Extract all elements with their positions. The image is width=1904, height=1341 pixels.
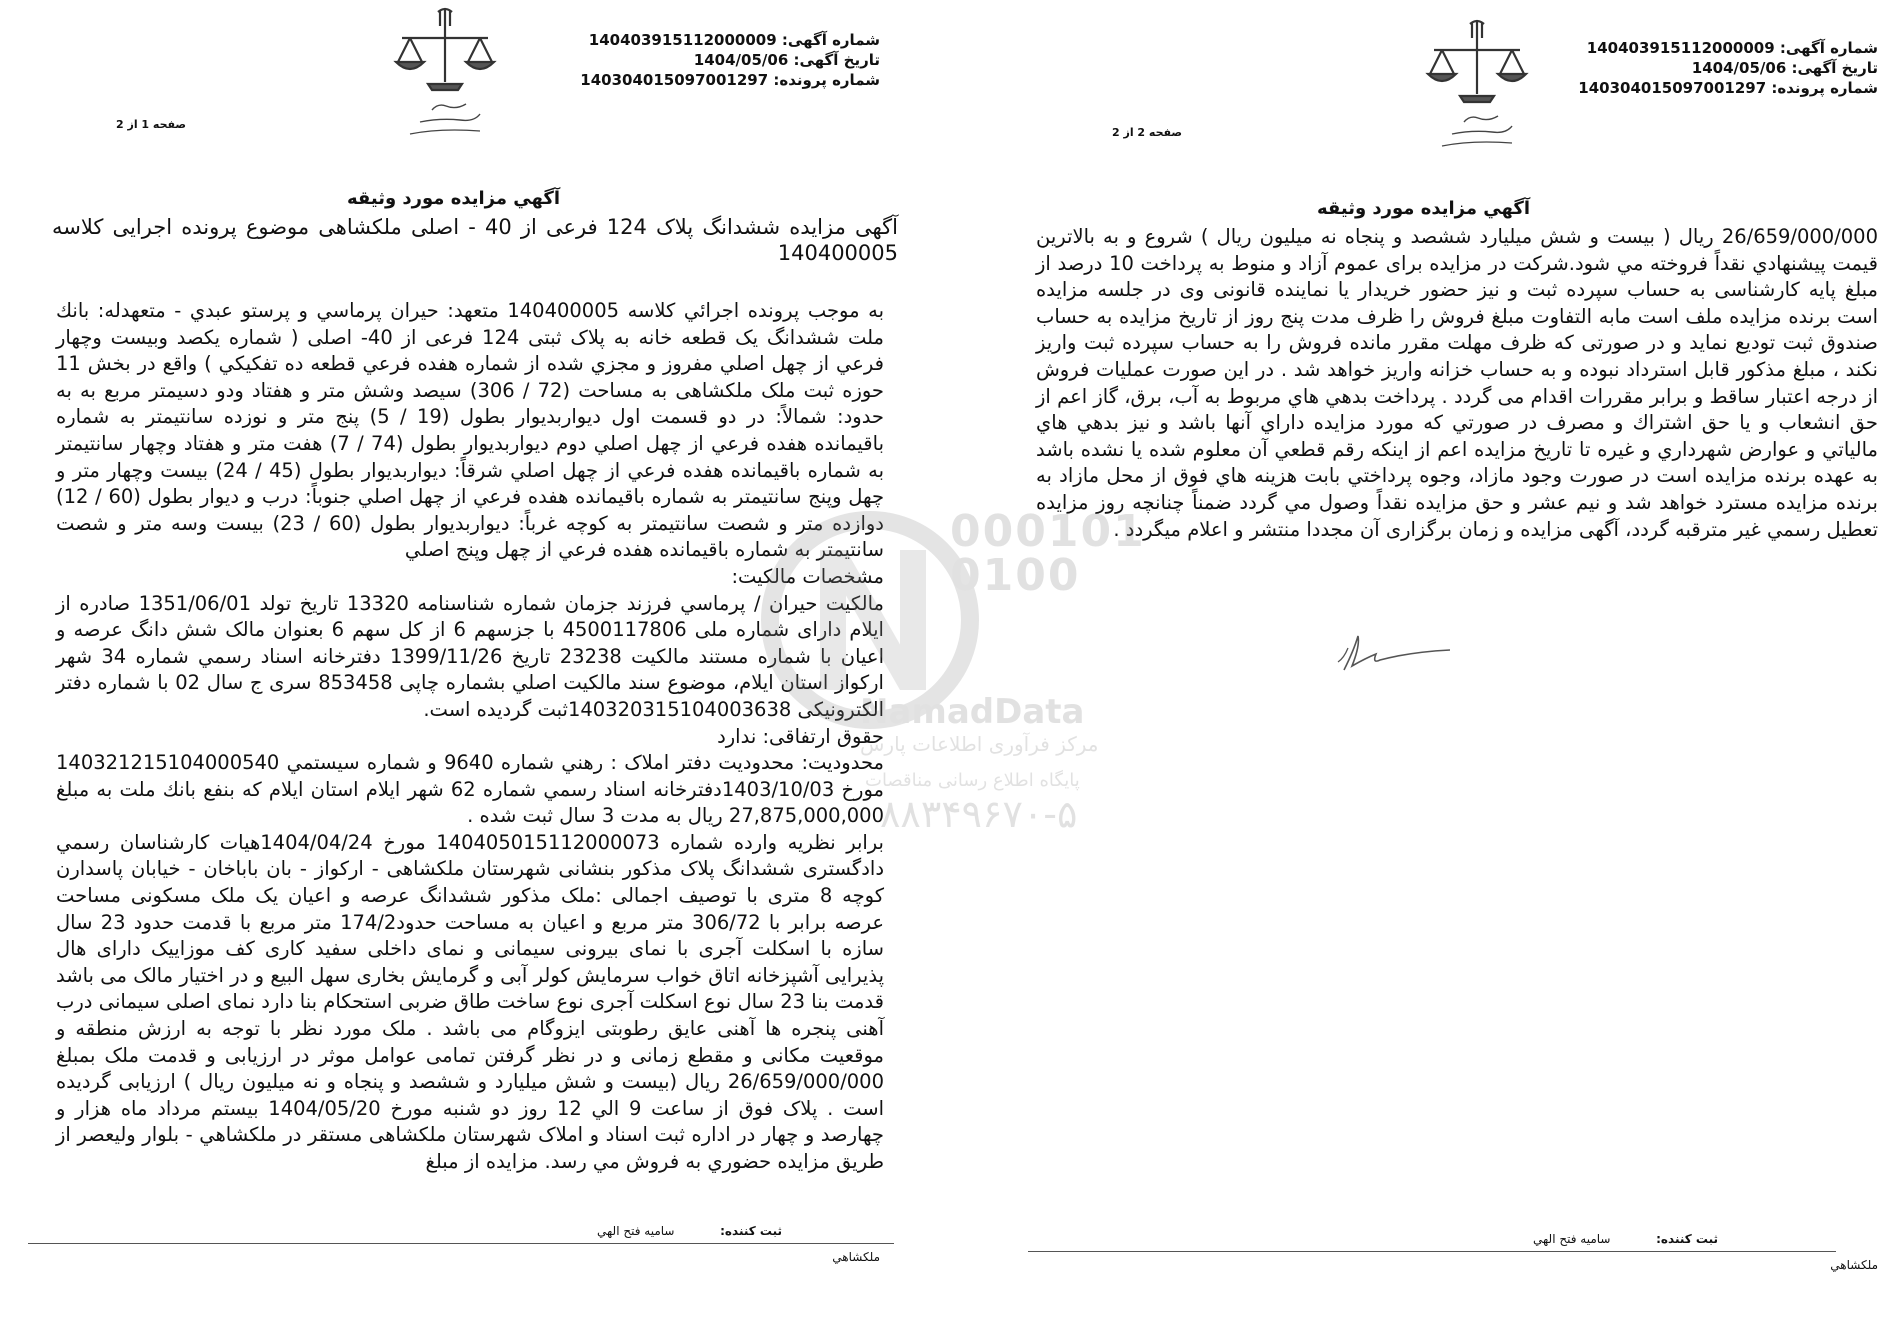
- case-number-label: شماره پرونده:: [773, 71, 880, 89]
- paragraph-intro: به موجب پرونده اجرائي كلاسه 140400005 متعهد: حيران پرماسي و پرستو عبدي - متعهدله: بانك ملت ششدانگ یک قطعه خانه به پلاک ثبتی 124 فرعی از 40- اصلی ( شماره يكصد وبيست وچهار فرعي از چهل اصلي مفروز و مجزي شده از شماره هفده فرعي قطعه ده تفكيكي ) واقع در بخش 11 حوزه ثبت ملک ملکشاهی به مساحت (72 / 306) سيصد وشش متر و هفتاد ودو دسيمتر مربع به به حدود: شمالاً: در دو قسمت اول ديواربديوار بطول (19 / 5) پنج متر و نوزده سانتيمتر به شماره باقيمانده هفده فرعي از چهل اصلي دوم ديواربديوار بطول (74 / 7) هفت متر و هفتاد وچهار سانتيمتر به شماره باقيمانده هفده فرعي از چهل اصلي شرقاً: ديواربديوار بطول (45 / 24) بيست وچهار متر و چهل وپنج سانتيمتر به شماره باقيمانده هفده فرعي از چهل اصلي جنوباً: درب و ديوار بطول (60 / 12) دوازده متر و شصت سانتيمتر به كوچه غرباً: ديواربديوار بطول (60 / 23) بيست وسه متر و شصت سانتيمتر به شماره باقيمانده هفده فرعي از چهل وپنج اصلي: [56, 299, 885, 562]
- registrar-name: سامیه فتح الهي: [1533, 1232, 1611, 1246]
- registrar: [597, 1224, 782, 1238]
- registrar-label: ثبت کننده:: [720, 1224, 782, 1238]
- case-number-label: شماره پرونده:: [1771, 79, 1878, 97]
- paragraph-terms: 26/659/000/000 ریال ( بیست و شش میلیارد ششصد و پنجاه نه میلیون ریال ) شروع و به بالاترين قيمت پيشنهادي نقداً فروخته مي شود.شرکت در مزایده برای عموم آزاد و منوط به پرداخت 10 درصد از مبلغ پایه کارشناسی به حساب سپرده ثبت و نیز حضور خریدار یا نماینده قانونی وی در جلسه مزایده است برنده مزایده ملف است مابه التفاوت مبلغ فروش را ظرف مدت پنج روز از تاریخ مزایده به حساب صندوق ثبت تودیع نماید و در صورتی که ظرف مهلت مقرر مانده فروش را به حساب سپرده ثبت واریز نکند ، مبلغ مذکور قابل استرداد نبوده و به حساب خزانه واریز خواهد شد . در این صورت عملیات فروش از درجه اعتبار ساقط و برابر مقررات اقدام می گردد . پرداخت بدهي هاي مربوط به آب، برق، گاز اعم از حق انشعاب و يا حق اشتراك و مصرف در صورتي كه مورد مزايده داراي آنها باشد و نيز بدهي هاي مالياتي و عوارض شهرداري و غيره تا تاريخ مزايده اعم از اينكه رقم قطعي آن معلوم شده يا نشده باشد به عهده برنده مزايده است در صورت وجود مازاد، وجوه پرداختي بابت هزينه هاي فوق از محل مازاد به برنده مزايده مسترد خواهد شد و نيم عشر و حق مزايده نقداً وصول مي گردد ضمناً چنانچه روز مزايده تعطيل رسمي غير مترقبه گردد، آگهی مزایده و زمان برگزاری آن مجددا منتشر و اعلام ميگردد .: [1036, 225, 1878, 541]
- header-meta: [1578, 38, 1878, 98]
- notice-body: [56, 298, 884, 1176]
- ad-date: 1404/05/06: [1691, 59, 1787, 77]
- page-indicator: صفحه 1 از 2: [116, 118, 187, 131]
- paragraph-easement: حقوق ارتفاقی: ندارد: [717, 724, 884, 748]
- ad-date-label: تاریخ آگهی:: [793, 51, 880, 69]
- paragraph-ownership: مالكيت حيران / پرماسي فرزند جزمان شماره شناسنامه 13320 تاریخ تولد 1351/06/01 صادره از ايلام دارای شماره ملی 4500117806 با جزسهم 6 از کل سهم 6 بعنوان مالک شش دانگ عرصه و اعيان با شماره مستند مالكيت 23238 تاريخ 1399/11/26 دفترخانه اسناد رسمي شماره 34 شهر اركواز استان ايلام، موضوع سند مالکيت اصلي بشماره چاپی 853458 سری ج سال 02 با شماره دفتر الکترونیکی 140320315104003638ثبت گرديده است.: [56, 591, 884, 721]
- notice-title: آگهي مزايده مورد وثيقه: [1316, 198, 1530, 219]
- header-meta: [580, 30, 880, 90]
- page-indicator: صفحه 2 از 2: [1112, 126, 1183, 139]
- watermark-phone: ۸۸۳۴۹۶۷۰-۵: [880, 792, 1078, 836]
- ad-number: 140403915112000009: [588, 31, 777, 49]
- notice-subtitle: آگهی مزایده ششدانگ پلاک 124 فرعی از 40 - اصلی ملکشاهی موضوع پرونده اجرایی کلاسه 140400005: [52, 215, 898, 265]
- watermark-tagline-1: مرکز فرآوری اطلاعات پارس: [860, 732, 1099, 756]
- paragraph-restriction: محدودیت: محدوديت دفتر املاک : رهني شماره 9640 و شماره سيستمي 140321215104000540 مورخ 1403/10/03دفترخانه اسناد رسمي شماره 62 شهر ايلام استان ايلام كه بنفع بانك ملت به مبلغ 27,875,000,000 ريال به مدت 3 سال ثبت شده .: [56, 751, 884, 828]
- footer-divider: [28, 1243, 894, 1244]
- ad-number-label: شماره آگهی:: [781, 31, 880, 49]
- paragraph-appraisal: برابر نظریه وارده شماره 140405015112000073 مورخ 1404/04/24هيات كارشناسان رسمي دادگستری ششدانگ پلاک مذکور بنشانی شهرستان ملکشاهی - ارکواز - بان باباخان - خیابان پاسدارن کوچه 8 متری با توصیف اجمالی :ملک مذکور ششدانگ عرصه و اعیان یک ملک مسکونی مساحت عرصه برابر با 306/72 متر مربع و اعیان به مساحت حدود174/2 متر مربع با قدمت حدود 23 سال سازه با اسکلت آجری با نمای بیرونی سیمانی و نمای داخلی سفید کاری کف موزاییک دارای هال پذیرایی آشپزخانه اتاق خواب سرمایش کولر آبی و گرمایش بخاری سهل البیع و در اختیار مالک می باشد قدمت بنا 23 سال نوع اسکلت آجری نوع ساخت طاق ضربی استحکام بنا دارد نمای اصلی سیمانی درب آهنی پنجره ها آهنی عایق رطوبتی ایزوگام می باشد . ملک مورد نظر با توجه به ارزش منطقه و موقعیت مکانی و مقطع زمانی و در نظر گرفتن تمامی عوامل موثر در ارزیابی و قدمت ملک بمبلغ 26/659/000/000 ريال (بیست و شش میلیارد و ششصد و پنجاه و نه میلیون ریال ) ارزیابی گرديده است . پلاک فوق از ساعت 9 الي 12 روز دو شنبه مورخ 1404/05/20 بيستم مرداد ماه هزار و چهارصد و چهار در اداره ثبت اسناد و املاک شهرستان ملکشاهی مستقر در ملكشاهي - بلوار وليعصر از طريق مزايده حضوري به فروش مي رسد. مزایده از مبلغ: [56, 830, 885, 1173]
- ad-date-label: تاریخ آگهی:: [1791, 59, 1878, 77]
- watermark-brand: NamadData: [860, 692, 1085, 732]
- office-name: ملكشاهي: [832, 1250, 880, 1264]
- registrar-name: سامیه فتح الهي: [597, 1224, 675, 1238]
- ad-number-label: شماره آگهی:: [1779, 39, 1878, 57]
- watermark-digits: 0001010100: [950, 506, 1146, 601]
- case-number: 140304015097001297: [580, 71, 769, 89]
- signature-icon: [1304, 622, 1474, 692]
- ad-number: 140403915112000009: [1586, 39, 1775, 57]
- judiciary-emblem-icon: [380, 4, 510, 144]
- notice-body: [1036, 224, 1878, 543]
- footer-divider: [1028, 1251, 1836, 1252]
- page-2: [952, 0, 1904, 1341]
- ad-date: 1404/05/06: [693, 51, 789, 69]
- paragraph-ownership-heading: مشخصات مالکیت:: [731, 564, 884, 588]
- notice-title: آگهي مزايده مورد وثيقه: [346, 188, 560, 209]
- watermark-tagline-2: پایگاه اطلاع رسانی مناقصات: [865, 770, 1080, 791]
- registrar-label: ثبت کننده:: [1656, 1232, 1718, 1246]
- case-number: 140304015097001297: [1578, 79, 1767, 97]
- registrar: [1533, 1232, 1718, 1246]
- office-name: ملكشاهي: [1830, 1258, 1878, 1272]
- judiciary-emblem-icon: [1412, 16, 1542, 156]
